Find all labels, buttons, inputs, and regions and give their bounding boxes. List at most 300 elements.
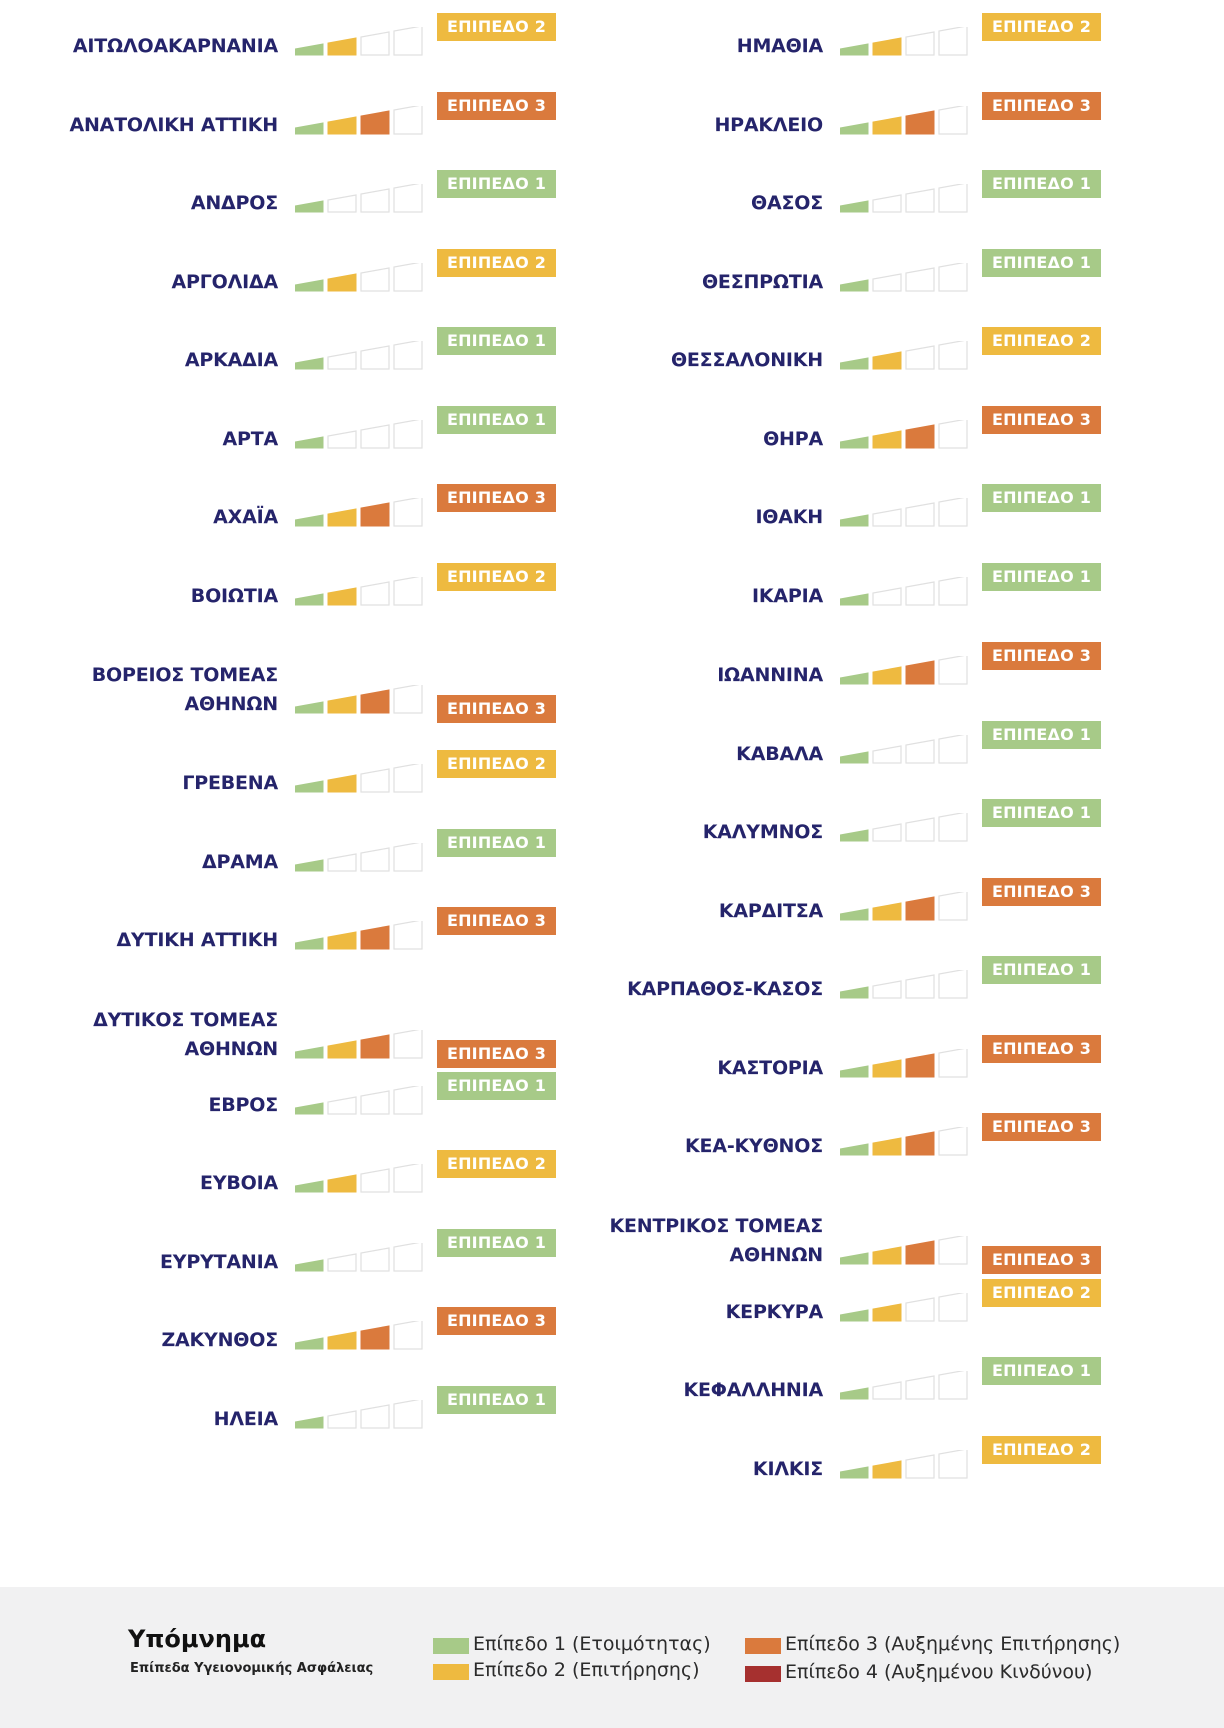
level-meter-wrapper <box>295 420 425 450</box>
meter-segment-1 <box>840 1066 868 1077</box>
region-row <box>545 724 1105 802</box>
meter-segment-4 <box>394 106 422 134</box>
meter-segment-2 <box>328 1332 356 1349</box>
meter-segment-4 <box>394 685 422 713</box>
meter-segment-1 <box>295 123 323 134</box>
level-meter <box>840 1049 970 1079</box>
level-meter-wrapper <box>840 27 970 57</box>
level-meter <box>840 498 970 528</box>
level-meter <box>840 735 970 765</box>
level-meter <box>295 1164 425 1194</box>
meter-segment-2 <box>328 1097 356 1114</box>
region-row <box>545 802 1105 880</box>
region-row <box>0 832 560 910</box>
meter-segment-1 <box>840 437 868 448</box>
meter-segment-4 <box>394 577 422 605</box>
region-name: ΖΑΚΥΝΘΟΣ <box>161 1329 278 1351</box>
legend-label: Επίπεδο 2 (Επιτήρησης) <box>473 1659 700 1681</box>
level-meter <box>840 1236 970 1266</box>
meter-segment-4 <box>939 656 967 684</box>
meter-segment-2 <box>328 1041 356 1058</box>
meter-segment-3 <box>361 926 389 949</box>
meter-segment-4 <box>939 1127 967 1155</box>
meter-segment-1 <box>295 44 323 55</box>
region-row <box>0 95 560 173</box>
level-meter <box>295 1400 425 1430</box>
level-badge: ΕΠΙΠΕΔΟ 3 <box>982 878 1101 906</box>
meter-segment-3 <box>361 1248 389 1271</box>
meter-segment-3 <box>361 690 389 713</box>
meter-segment-1 <box>840 830 868 841</box>
meter-segment-4 <box>394 843 422 871</box>
level-meter-wrapper <box>840 263 970 293</box>
legend-label: Επίπεδο 4 (Αυξημένου Κινδύνου) <box>785 1661 1093 1683</box>
meter-segment-1 <box>295 594 323 605</box>
region-row <box>0 566 560 644</box>
meter-segment-1 <box>295 201 323 212</box>
region-name: ΕΥΡΥΤΑΝΙΑ <box>160 1251 278 1273</box>
level-meter <box>295 685 425 715</box>
meter-segment-3 <box>361 425 389 448</box>
region-row <box>0 1232 560 1310</box>
level-meter <box>295 1321 425 1351</box>
level-badge: ΕΠΙΠΕΔΟ 3 <box>437 695 556 723</box>
meter-segment-2 <box>873 824 901 841</box>
region-name: ΑΝΑΤΟΛΙΚΗ ΑΤΤΙΚΗ <box>69 114 278 136</box>
level-meter <box>295 1243 425 1273</box>
meter-segment-4 <box>394 1030 422 1058</box>
meter-segment-1 <box>840 123 868 134</box>
meter-segment-2 <box>328 117 356 134</box>
level-meter-wrapper <box>295 1400 425 1430</box>
meter-segment-3 <box>361 503 389 526</box>
meter-segment-3 <box>906 1241 934 1264</box>
level-meter <box>840 1371 970 1401</box>
region-name: ΔΡΑΜΑ <box>202 851 278 873</box>
meter-segment-3 <box>906 582 934 605</box>
level-meter-wrapper <box>295 27 425 57</box>
meter-segment-4 <box>939 813 967 841</box>
meter-segment-3 <box>361 32 389 55</box>
meter-segment-2 <box>873 1060 901 1077</box>
region-name: ΗΜΑΘΙΑ <box>736 35 823 57</box>
meter-segment-3 <box>906 740 934 763</box>
meter-segment-1 <box>295 1047 323 1058</box>
meter-segment-4 <box>939 892 967 920</box>
level-badge: ΕΠΙΠΕΔΟ 3 <box>982 1246 1101 1274</box>
region-name: ΔΥΤΙΚΗ ΑΤΤΙΚΗ <box>116 929 278 951</box>
meter-segment-4 <box>394 1086 422 1114</box>
meter-segment-3 <box>906 111 934 134</box>
level-meter-wrapper <box>840 813 970 843</box>
meter-segment-3 <box>906 897 934 920</box>
level-meter-wrapper <box>295 843 425 873</box>
region-name: ΘΕΣΠΡΩΤΙΑ <box>701 271 823 293</box>
meter-segment-3 <box>361 1035 389 1058</box>
level-meter <box>840 813 970 843</box>
meter-segment-1 <box>840 201 868 212</box>
legend-swatch <box>433 1638 469 1654</box>
region-row <box>545 566 1105 644</box>
meter-segment-1 <box>295 702 323 713</box>
meter-segment-1 <box>840 1388 868 1399</box>
meter-segment-4 <box>394 1243 422 1271</box>
level-badge: ΕΠΙΠΕΔΟ 1 <box>437 829 556 857</box>
meter-segment-1 <box>840 358 868 369</box>
level-badge: ΕΠΙΠΕΔΟ 1 <box>982 563 1101 591</box>
region-name: ΙΩΑΝΝΙΝΑ <box>717 664 823 686</box>
meter-segment-3 <box>906 189 934 212</box>
region-row <box>545 252 1105 330</box>
meter-segment-4 <box>939 106 967 134</box>
level-meter-wrapper <box>295 685 425 715</box>
meter-segment-2 <box>873 1304 901 1321</box>
meter-segment-4 <box>394 420 422 448</box>
meter-segment-3 <box>906 1298 934 1321</box>
meter-segment-2 <box>328 274 356 291</box>
meter-segment-3 <box>361 769 389 792</box>
level-badge: ΕΠΙΠΕΔΟ 1 <box>982 1357 1101 1385</box>
meter-segment-1 <box>295 781 323 792</box>
meter-segment-2 <box>873 1138 901 1155</box>
region-row <box>545 95 1105 173</box>
meter-segment-3 <box>361 189 389 212</box>
meter-segment-3 <box>906 818 934 841</box>
meter-segment-1 <box>295 860 323 871</box>
region-name: ΒΟΙΩΤΙΑ <box>190 585 278 607</box>
level-meter <box>840 577 970 607</box>
level-badge: ΕΠΙΠΕΔΟ 1 <box>982 721 1101 749</box>
meter-segment-1 <box>840 752 868 763</box>
level-meter-wrapper <box>840 892 970 922</box>
level-meter-wrapper <box>295 577 425 607</box>
region-name: ΚΕΡΚΥΡΑ <box>725 1301 823 1323</box>
meter-segment-2 <box>328 431 356 448</box>
level-meter-wrapper <box>295 1030 425 1060</box>
region-name: ΚΕΑ-ΚΥΘΝΟΣ <box>685 1135 823 1157</box>
meter-segment-3 <box>906 503 934 526</box>
meter-segment-1 <box>295 515 323 526</box>
region-name: ΚΑΡΠΑΘΟΣ-ΚΑΣΟΣ <box>627 978 823 1000</box>
meter-segment-2 <box>328 696 356 713</box>
level-meter-wrapper <box>295 764 425 794</box>
meter-segment-1 <box>840 1310 868 1321</box>
meter-segment-2 <box>873 903 901 920</box>
meter-segment-2 <box>873 352 901 369</box>
level-meter-wrapper <box>295 263 425 293</box>
level-meter <box>840 27 970 57</box>
level-badge: ΕΠΙΠΕΔΟ 1 <box>982 799 1101 827</box>
level-meter-wrapper <box>295 1321 425 1351</box>
level-meter-wrapper <box>840 498 970 528</box>
level-badge: ΕΠΙΠΕΔΟ 1 <box>982 249 1101 277</box>
level-badge: ΕΠΙΠΕΔΟ 1 <box>982 956 1101 984</box>
level-badge: ΕΠΙΠΕΔΟ 1 <box>437 1072 556 1100</box>
region-row <box>545 1439 1105 1517</box>
region-row <box>0 330 560 408</box>
region-row <box>545 173 1105 251</box>
level-meter-wrapper <box>840 577 970 607</box>
meter-segment-3 <box>906 975 934 998</box>
meter-segment-2 <box>873 509 901 526</box>
meter-segment-3 <box>906 32 934 55</box>
region-name: ΘΑΣΟΣ <box>751 192 823 214</box>
meter-segment-1 <box>295 1338 323 1349</box>
region-row <box>545 645 1105 723</box>
level-meter-wrapper <box>840 106 970 136</box>
meter-segment-3 <box>361 848 389 871</box>
region-row <box>0 753 560 831</box>
level-badge: ΕΠΙΠΕΔΟ 1 <box>982 170 1101 198</box>
legend-label: Επίπεδο 3 (Αυξημένης Επιτήρησης) <box>785 1633 1121 1655</box>
meter-segment-2 <box>873 274 901 291</box>
region-name: ΘΗΡΑ <box>763 428 823 450</box>
region-name: ΚΑΣΤΟΡΙΑ <box>717 1057 823 1079</box>
level-meter <box>840 420 970 450</box>
level-meter <box>295 1030 425 1060</box>
meter-segment-3 <box>906 661 934 684</box>
level-badge: ΕΠΙΠΕΔΟ 1 <box>437 1229 556 1257</box>
level-meter <box>840 1127 970 1157</box>
meter-segment-2 <box>873 1247 901 1264</box>
region-row <box>0 1310 560 1388</box>
region-row <box>545 487 1105 565</box>
level-meter-wrapper <box>840 184 970 214</box>
region-name: ΑΙΤΩΛΟΑΚΑΡΝΑΝΙΑ <box>72 35 278 57</box>
meter-segment-4 <box>939 1450 967 1478</box>
meter-segment-1 <box>295 437 323 448</box>
level-meter-wrapper <box>840 1293 970 1323</box>
region-name: ΑΡΓΟΛΙΔΑ <box>171 271 278 293</box>
region-row <box>545 959 1105 1037</box>
region-name: ΙΘΑΚΗ <box>755 506 823 528</box>
level-meter-wrapper <box>295 1086 425 1116</box>
meter-segment-4 <box>939 1049 967 1077</box>
meter-segment-3 <box>361 268 389 291</box>
level-badge: ΕΠΙΠΕΔΟ 2 <box>437 750 556 778</box>
region-name: ΔΥΤΙΚΟΣ ΤΟΜΕΑΣ ΑΘΗΝΩΝ <box>93 1009 278 1060</box>
meter-segment-1 <box>840 280 868 291</box>
region-name: ΘΕΣΣΑΛΟΝΙΚΗ <box>670 349 823 371</box>
meter-segment-3 <box>361 1326 389 1349</box>
region-row <box>545 409 1105 487</box>
meter-segment-4 <box>394 27 422 55</box>
region-row <box>0 1389 560 1467</box>
region-name: ΚΙΛΚΙΣ <box>752 1458 823 1480</box>
level-badge: ΕΠΙΠΕΔΟ 1 <box>437 327 556 355</box>
meter-segment-2 <box>873 1382 901 1399</box>
level-meter <box>295 106 425 136</box>
meter-segment-4 <box>394 764 422 792</box>
level-meter <box>295 577 425 607</box>
region-name: ΚΕΝΤΡΙΚΟΣ ΤΟΜΕΑΣ ΑΘΗΝΩΝ <box>609 1215 823 1266</box>
meter-segment-2 <box>873 588 901 605</box>
level-meter-wrapper <box>840 1450 970 1480</box>
region-name: ΚΑΛΥΜΝΟΣ <box>702 821 823 843</box>
region-row <box>0 16 560 94</box>
level-badge: ΕΠΙΠΕΔΟ 3 <box>982 642 1101 670</box>
region-name: ΑΝΔΡΟΣ <box>190 192 278 214</box>
meter-segment-2 <box>328 352 356 369</box>
region-name: ΕΥΒΟΙΑ <box>200 1172 278 1194</box>
level-badge: ΕΠΙΠΕΔΟ 2 <box>982 13 1101 41</box>
level-meter <box>295 1086 425 1116</box>
level-meter <box>840 106 970 136</box>
legend-label: Επίπεδο 1 (Ετοιμότητας) <box>473 1633 711 1655</box>
region-name: ΚΕΦΑΛΛΗΝΙΑ <box>683 1379 823 1401</box>
level-meter <box>295 764 425 794</box>
level-badge: ΕΠΙΠΕΔΟ 2 <box>437 1150 556 1178</box>
meter-segment-4 <box>394 263 422 291</box>
meter-segment-3 <box>361 1169 389 1192</box>
level-badge: ΕΠΙΠΕΔΟ 2 <box>437 563 556 591</box>
level-badge: ΕΠΙΠΕΔΟ 2 <box>982 1279 1101 1307</box>
level-meter-wrapper <box>295 1243 425 1273</box>
region-row <box>0 252 560 330</box>
meter-segment-2 <box>328 195 356 212</box>
meter-segment-2 <box>328 854 356 871</box>
region-row <box>545 1360 1105 1438</box>
region-name: ΕΒΡΟΣ <box>208 1094 278 1116</box>
level-badge: ΕΠΙΠΕΔΟ 2 <box>982 1436 1101 1464</box>
level-meter-wrapper <box>840 1236 970 1266</box>
meter-segment-4 <box>394 921 422 949</box>
meter-segment-1 <box>295 938 323 949</box>
meter-segment-2 <box>873 667 901 684</box>
meter-segment-1 <box>295 1103 323 1114</box>
meter-segment-4 <box>394 1400 422 1428</box>
meter-segment-2 <box>873 38 901 55</box>
level-badge: ΕΠΙΠΕΔΟ 1 <box>437 406 556 434</box>
meter-segment-1 <box>840 987 868 998</box>
level-meter <box>840 341 970 371</box>
meter-segment-1 <box>840 1253 868 1264</box>
level-badge: ΕΠΙΠΕΔΟ 2 <box>982 327 1101 355</box>
meter-segment-2 <box>328 775 356 792</box>
meter-segment-4 <box>394 1321 422 1349</box>
region-name: ΚΑΒΑΛΑ <box>736 743 823 765</box>
region-name: ΙΚΑΡΙΑ <box>752 585 823 607</box>
meter-segment-4 <box>939 970 967 998</box>
region-name: ΚΑΡΔΙΤΣΑ <box>718 900 823 922</box>
region-name: ΗΛΕΙΑ <box>213 1408 278 1430</box>
region-row <box>545 1116 1105 1194</box>
level-badge: ΕΠΙΠΕΔΟ 3 <box>982 1035 1101 1063</box>
level-badge: ΕΠΙΠΕΔΟ 3 <box>437 1307 556 1335</box>
level-meter <box>840 892 970 922</box>
region-row <box>545 881 1105 959</box>
meter-segment-4 <box>394 341 422 369</box>
level-badge: ΕΠΙΠΕΔΟ 3 <box>437 907 556 935</box>
region-row <box>0 652 560 752</box>
level-meter <box>295 263 425 293</box>
level-meter <box>840 1450 970 1480</box>
region-row <box>545 1282 1105 1360</box>
region-name: ΑΡΚΑΔΙΑ <box>184 349 278 371</box>
level-meter-wrapper <box>840 1127 970 1157</box>
level-meter <box>840 184 970 214</box>
meter-segment-2 <box>328 1175 356 1192</box>
meter-segment-2 <box>328 1254 356 1271</box>
region-name: ΑΧΑΪΑ <box>213 506 278 528</box>
level-meter <box>295 843 425 873</box>
meter-segment-2 <box>873 117 901 134</box>
region-row <box>0 173 560 251</box>
level-meter-wrapper <box>840 341 970 371</box>
level-meter-wrapper <box>295 106 425 136</box>
legend-swatch <box>745 1666 781 1682</box>
level-meter <box>840 263 970 293</box>
meter-segment-2 <box>328 932 356 949</box>
meter-segment-4 <box>939 341 967 369</box>
meter-segment-1 <box>295 358 323 369</box>
region-row <box>0 487 560 565</box>
meter-segment-2 <box>328 588 356 605</box>
meter-segment-4 <box>394 1164 422 1192</box>
region-row <box>0 910 560 988</box>
level-badge: ΕΠΙΠΕΔΟ 3 <box>982 406 1101 434</box>
meter-segment-3 <box>906 425 934 448</box>
level-badge: ΕΠΙΠΕΔΟ 2 <box>437 13 556 41</box>
meter-segment-3 <box>361 582 389 605</box>
meter-segment-1 <box>295 1181 323 1192</box>
level-meter-wrapper <box>840 1049 970 1079</box>
level-badge: ΕΠΙΠΕΔΟ 2 <box>437 249 556 277</box>
meter-segment-4 <box>939 1371 967 1399</box>
level-meter <box>295 184 425 214</box>
meter-segment-3 <box>906 1132 934 1155</box>
meter-segment-1 <box>840 515 868 526</box>
region-name: ΓΡΕΒΕΝΑ <box>182 772 278 794</box>
meter-segment-4 <box>394 498 422 526</box>
meter-segment-3 <box>906 1376 934 1399</box>
level-meter <box>295 420 425 450</box>
meter-segment-2 <box>873 746 901 763</box>
meter-segment-4 <box>939 184 967 212</box>
meter-segment-3 <box>906 346 934 369</box>
meter-segment-4 <box>939 27 967 55</box>
meter-segment-2 <box>873 195 901 212</box>
level-badge: ΕΠΙΠΕΔΟ 3 <box>982 92 1101 120</box>
meter-segment-2 <box>873 981 901 998</box>
meter-segment-1 <box>840 1467 868 1478</box>
level-badge: ΕΠΙΠΕΔΟ 1 <box>437 170 556 198</box>
level-meter <box>295 498 425 528</box>
level-meter-wrapper <box>840 1371 970 1401</box>
meter-segment-3 <box>361 346 389 369</box>
region-row <box>545 16 1105 94</box>
meter-segment-1 <box>840 594 868 605</box>
meter-segment-1 <box>840 909 868 920</box>
meter-segment-3 <box>361 1091 389 1114</box>
level-meter-wrapper <box>295 1164 425 1194</box>
level-badge: ΕΠΙΠΕΔΟ 3 <box>437 92 556 120</box>
region-row <box>0 409 560 487</box>
region-row <box>545 330 1105 408</box>
region-row <box>0 1075 560 1153</box>
region-name: ΑΡΤΑ <box>222 428 278 450</box>
region-name: ΗΡΑΚΛΕΙΟ <box>714 114 823 136</box>
level-meter <box>295 341 425 371</box>
meter-segment-4 <box>939 498 967 526</box>
level-meter <box>840 970 970 1000</box>
level-badge: ΕΠΙΠΕΔΟ 1 <box>982 484 1101 512</box>
level-badge: ΕΠΙΠΕΔΟ 3 <box>437 1040 556 1068</box>
level-badge: ΕΠΙΠΕΔΟ 3 <box>437 484 556 512</box>
meter-segment-4 <box>394 184 422 212</box>
region-row <box>0 1153 560 1231</box>
meter-segment-1 <box>840 1144 868 1155</box>
